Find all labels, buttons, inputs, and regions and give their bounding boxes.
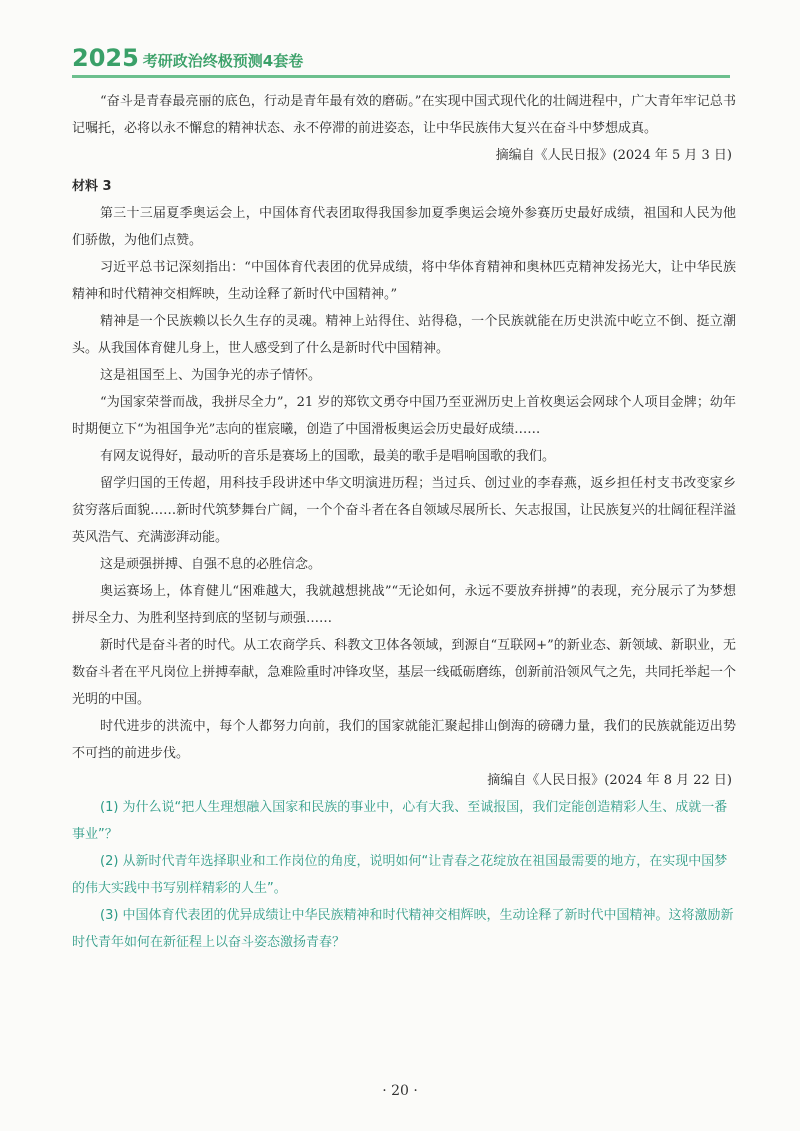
material-label: 材料 3	[72, 179, 112, 194]
header-title: 考研政治终极预测4套卷	[142, 52, 304, 70]
question-2: (2) 从新时代青年选择职业和工作岗位的角度，说明如何“让青春之花绽放在祖国最需要的地方，在实现中国梦的伟大实践中书写别样精彩的人生”。	[72, 854, 728, 896]
paragraph: 习近平总书记深刻指出：“中国体育代表团的优异成绩，将中华体育精神和奥林匹克精神发扬光大，让中华民族精神和时代精神交相辉映，生动诠释了新时代中国精神。”	[72, 260, 736, 302]
paragraph: 有网友说得好，最动听的音乐是赛场上的国歌，最美的歌手是唱响国歌的我们。	[100, 449, 556, 464]
source-citation: 摘编自《人民日报》(2024 年 8 月 22 日)	[487, 773, 732, 788]
page-number: · 20 ·	[382, 1083, 418, 1099]
paragraph: “为国家荣誉而战，我拼尽全力”，21 岁的郑钦文勇夺中国乃至亚洲历史上首枚奥运会网球个人项目金牌；幼年时期便立下“为祖国争光”志向的崔宸曦，创造了中国滑板奥运会历史最好成绩……	[72, 395, 736, 437]
question-1: (1) 为什么说“把人生理想融入国家和民族的事业中，心有大我、至诚报国，我们定能创造精彩人生、成就一番事业”？	[72, 800, 728, 842]
page-content	[72, 88, 736, 956]
question-3: (3) 中国体育代表团的优异成绩让中华民族精神和时代精神交相辉映，生动诠释了新时代中国精神。这将激励新时代青年如何在新征程上以奋斗姿态激扬青春？	[72, 908, 734, 950]
header-year: 2025	[72, 44, 139, 72]
paragraph: 第三十三届夏季奥运会上，中国体育代表团取得我国参加夏季奥运会境外参赛历史最好成绩，祖国和人民为他们骄傲，为他们点赞。	[72, 206, 736, 248]
paragraph: 奥运赛场上，体育健儿“困难越大，我就越想挑战”“无论如何，永远不要放弃拼搏”的表现，充分展示了为梦想拼尽全力、为胜利坚持到底的坚韧与顽强……	[72, 584, 736, 626]
paragraph: 精神是一个民族赖以长久生存的灵魂。精神上站得住、站得稳，一个民族就能在历史洪流中屹立不倒、挺立潮头。从我国体育健儿身上，世人感受到了什么是新时代中国精神。	[72, 314, 736, 356]
source-citation: 摘编自《人民日报》(2024 年 5 月 3 日)	[495, 148, 732, 163]
paragraph: 时代进步的洪流中，每个人都努力向前，我们的国家就能汇聚起排山倒海的磅礴力量，我们的民族就能迈出势不可挡的前进步伐。	[72, 719, 736, 761]
paragraph: 留学归国的王传超，用科技手段讲述中华文明演进历程；当过兵、创过业的李春燕，返乡担任村支书改变家乡贫穷落后面貌……新时代筑梦舞台广阔，一个个奋斗者在各自领域尽展所长、矢志报国，让民族复兴的壮阔征程洋溢英风浩气、充满澎湃动能。	[72, 476, 736, 545]
paragraph: 新时代是奋斗者的时代。从工农商学兵、科教文卫体各领域，到源自“互联网+”的新业态、新领域、新职业，无数奋斗者在平凡岗位上拼搏奉献，急难险重时冲锋攻坚，基层一线砥砺磨练，创新前沿领风气之先，共同托举起一个光明的中国。	[72, 638, 736, 707]
page-header	[72, 44, 303, 72]
paragraph: “奋斗是青春最亮丽的底色，行动是青年最有效的磨砺。”在实现中国式现代化的壮阔进程中，广大青年牢记总书记嘱托，必将以永不懈怠的精神状态、永不停滞的前进姿态，让中华民族伟大复兴在奋斗中梦想成真。	[72, 94, 736, 136]
paragraph: 这是顽强拼搏、自强不息的必胜信念。	[100, 557, 322, 572]
header-rule	[72, 75, 730, 78]
paragraph: 这是祖国至上、为国争光的赤子情怀。	[100, 368, 322, 383]
